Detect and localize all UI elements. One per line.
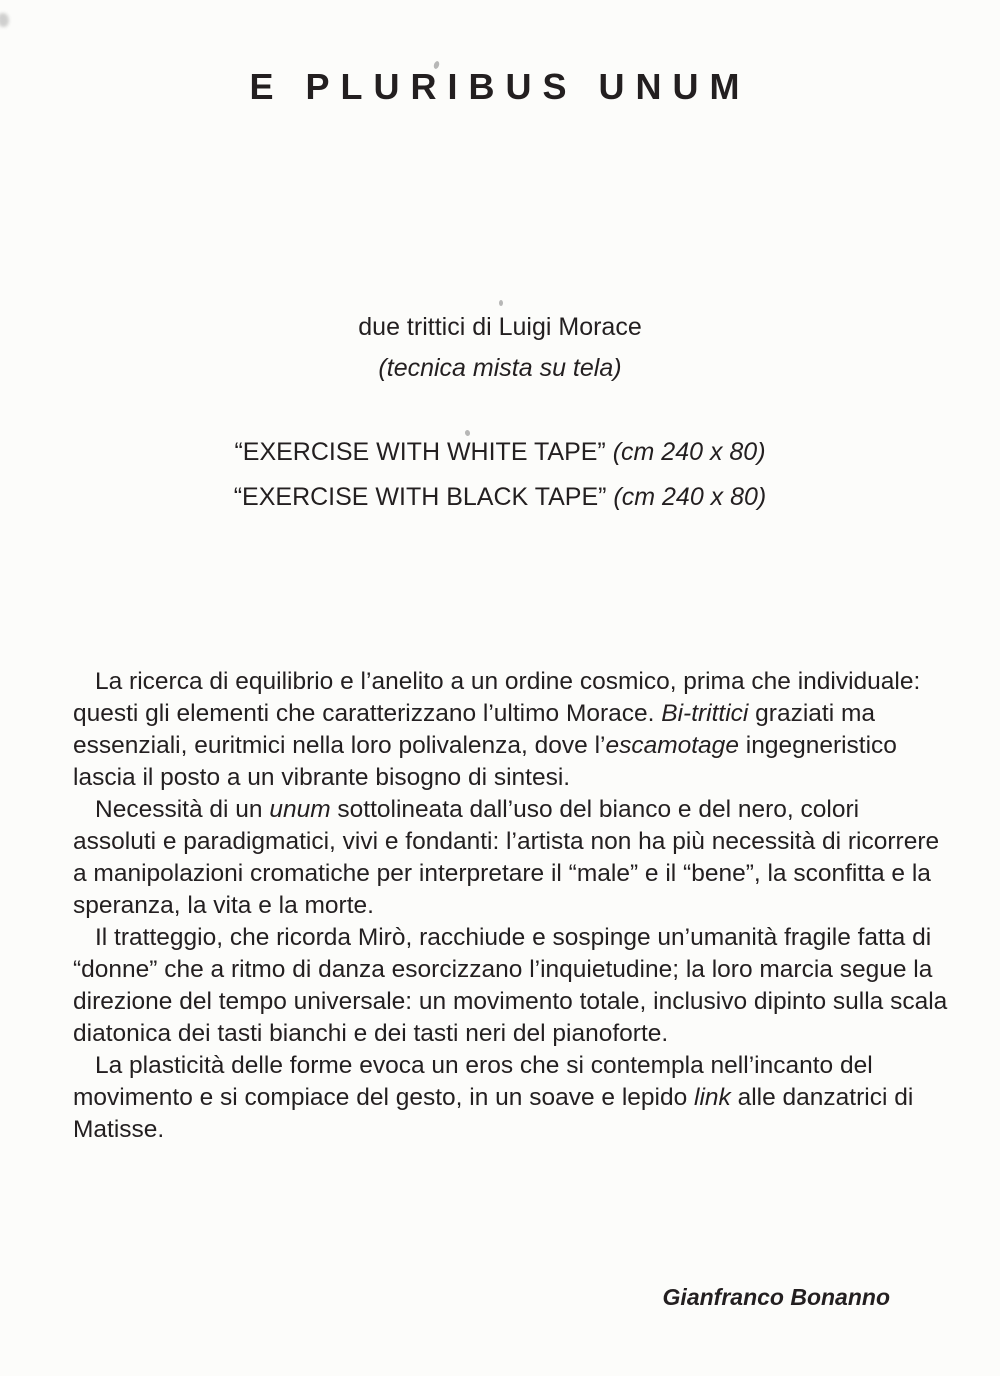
text-run: speranza, la vita e la morte.: [73, 892, 374, 919]
text-run: alle danzatrici di: [730, 1084, 914, 1111]
text-run: La ricerca di equilibrio e l’anelito a un ordine cosmico, prima che individuale:: [95, 668, 921, 695]
text-run: sottolineata dall’uso del bianco e del nero, colori: [330, 796, 860, 823]
body-text: [73, 666, 978, 1146]
text-run: a manipolazioni cromatiche per interpretare il “male” e il “bene”, la sconfitta e la: [73, 860, 931, 887]
text-run: ingegneristico: [738, 732, 897, 759]
italic-text-run: link: [694, 1084, 731, 1111]
text-run: essenziali, euritmici nella loro polivalenza, dove l’: [73, 732, 606, 759]
text-run: questi gli elementi che caratterizzano l’ultimo Morace.: [73, 700, 662, 727]
text-run: Necessità di un: [95, 796, 270, 823]
body-text-line: [73, 826, 978, 858]
scan-speck: [464, 429, 470, 436]
scan-smudge: [0, 13, 9, 27]
text-run: diatonica dei tasti bianchi e dei tasti neri del pianoforte.: [73, 1020, 669, 1047]
body-text-line: [73, 1050, 978, 1082]
italic-text-run: (cm 240 x 80): [612, 438, 766, 466]
text-run: movimento e si compiace del gesto, in un soave e lepido: [73, 1084, 695, 1111]
subtitle-technique: (tecnica mista su tela): [378, 354, 622, 382]
italic-text-run: Bi-trittici: [661, 700, 749, 727]
document-title: E PLURIBUS UNUM: [249, 66, 751, 107]
body-text-line: [73, 890, 978, 922]
text-run: La plasticità delle forme evoca un eros che si contempla nell’incanto del: [95, 1052, 873, 1079]
subtitle-artist: due trittici di Luigi Morace: [358, 313, 642, 341]
text-run: “EXERCISE WITH WHITE TAPE”: [234, 438, 613, 466]
work-title-black-tape: [0, 483, 1000, 512]
text-run: lascia il posto a un vibrante bisogno di sintesi.: [73, 764, 571, 791]
text-run: Il tratteggio, che ricorda Mirò, racchiude e sospinge un’umanità fragile fatta di: [95, 924, 932, 951]
body-text-line: [73, 730, 978, 762]
body-text-line: [73, 922, 978, 954]
author-signature: Gianfranco Bonanno: [662, 1284, 890, 1310]
scan-speck: [499, 300, 503, 306]
italic-text-run: escamotage: [605, 732, 739, 759]
text-run: Matisse.: [73, 1116, 165, 1143]
text-run: assoluti e paradigmatici, vivi e fondanti: l’artista non ha più necessità di ricorrere: [73, 828, 940, 855]
work-title-white-tape: [0, 438, 1000, 467]
italic-text-run: unum: [269, 796, 331, 823]
body-text-line: [73, 762, 978, 794]
text-run: direzione del tempo universale: un movimento totale, inclusivo dipinto sulla scala: [73, 988, 948, 1015]
body-text-line: [73, 1114, 978, 1146]
body-text-line: [73, 954, 978, 986]
body-text-line: [73, 794, 978, 826]
text-run: “donne” che a ritmo di danza esorcizzano l’inquietudine; la loro marcia segue la: [73, 956, 933, 983]
italic-text-run: (cm 240 x 80): [613, 483, 767, 511]
body-text-line: [73, 1018, 978, 1050]
body-text-line: [73, 858, 978, 890]
text-run: “EXERCISE WITH BLACK TAPE”: [233, 483, 614, 511]
body-text-line: [73, 1082, 978, 1114]
text-run: graziati ma: [748, 700, 876, 727]
body-text-line: [73, 666, 978, 698]
body-text-line: [73, 698, 978, 730]
body-text-line: [73, 986, 978, 1018]
